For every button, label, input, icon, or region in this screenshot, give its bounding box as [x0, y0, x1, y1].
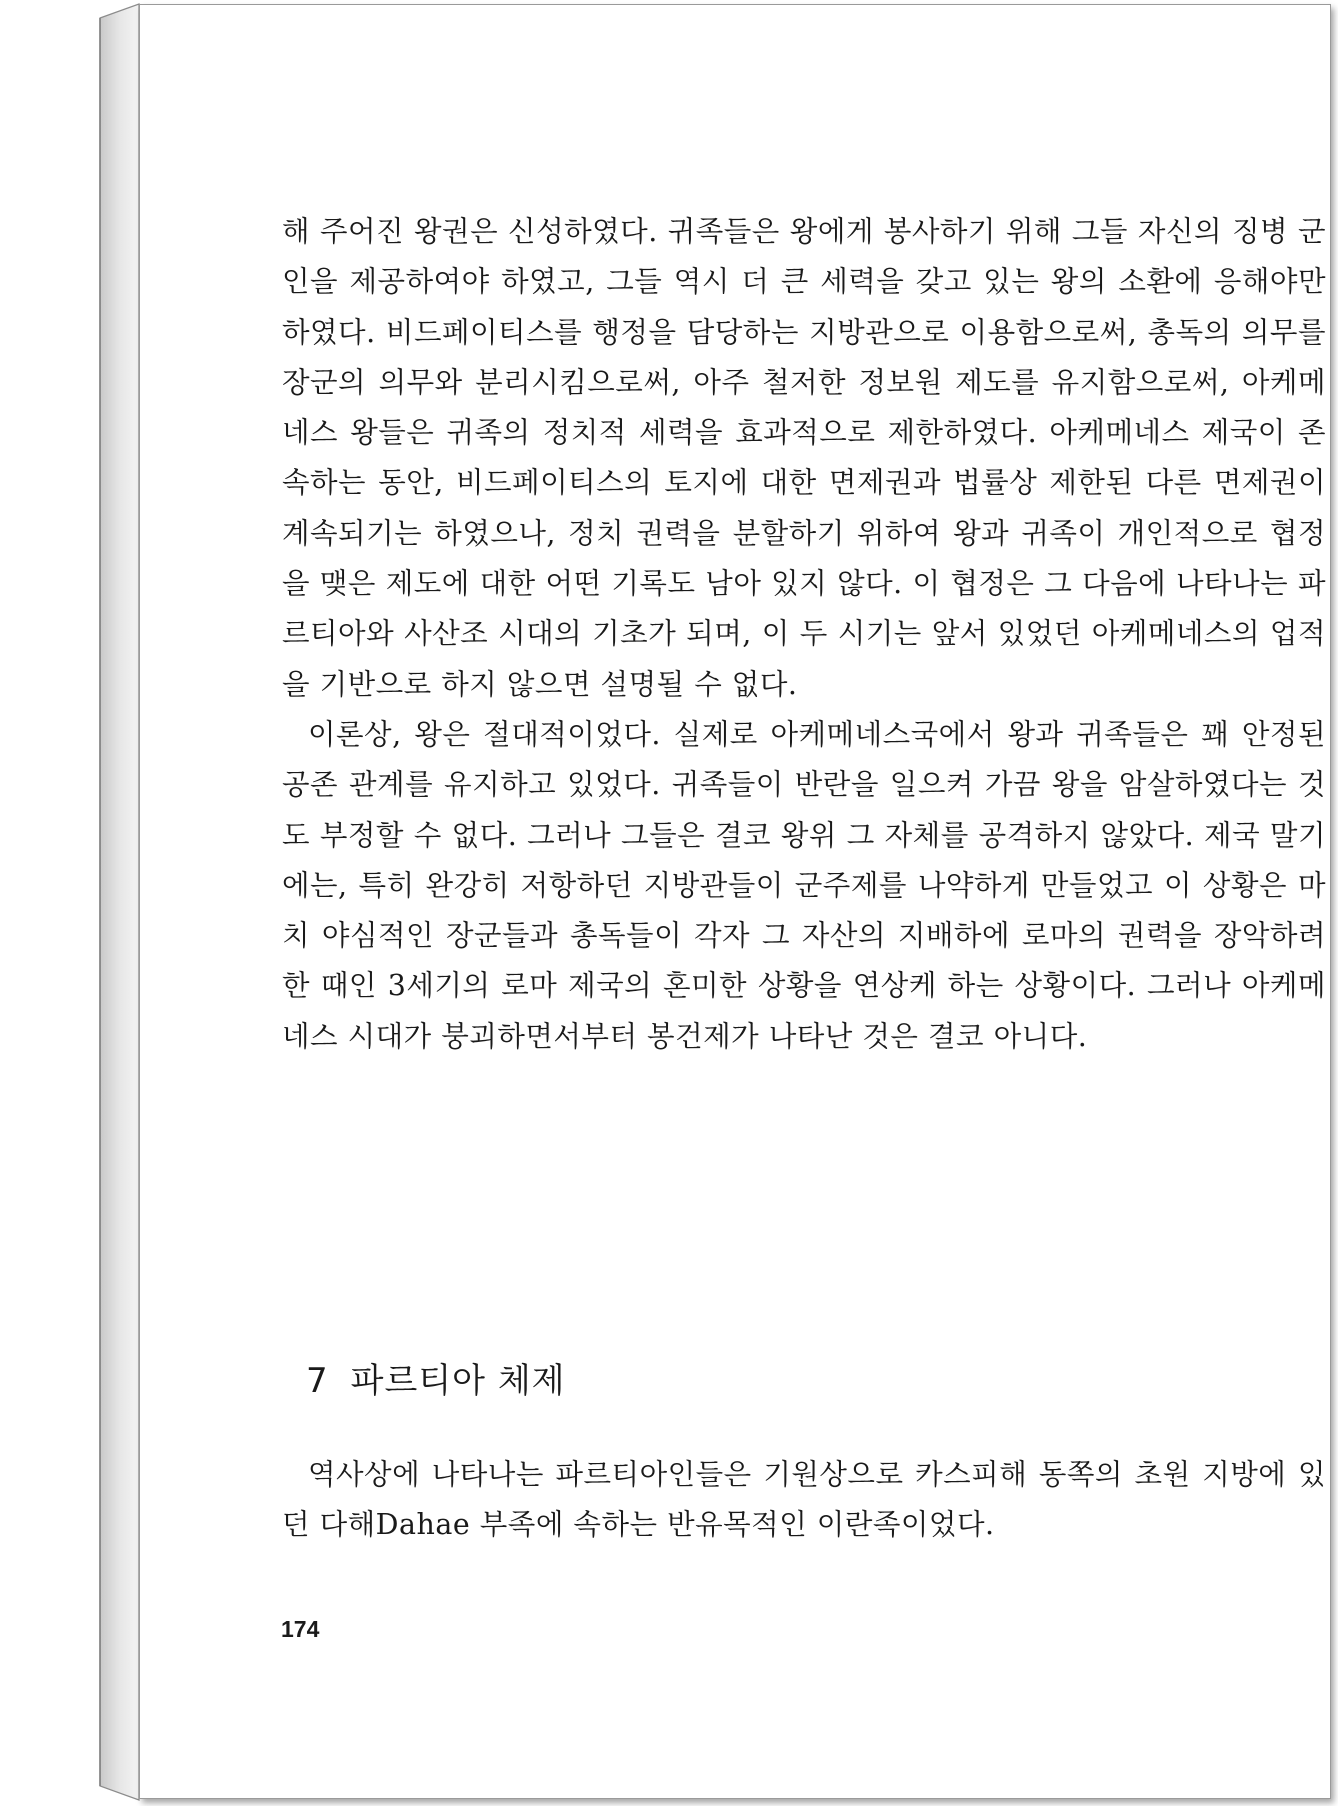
body-text-bottom — [282, 1450, 1326, 1551]
page-sheet — [139, 4, 1331, 1799]
paragraph-1: 해 주어진 왕권은 신성하였다. 귀족들은 왕에게 봉사하기 위해 그들 자신의 징병 군인을 제공하여야 하였고, 그들 역시 더 큰 세력을 갖고 있는 왕의 소환에 응해야만 하였다. 비드페이티스를 행정을 담당하는 지방관으로 이용함으로써, 총독의 의무를 장군의 의무와 분리시킴으로써, 아주 철저한 정보원 제도를 유지함으로써, 아케메네스 왕들은 귀족의 정치적 세력을 효과적으로 제한하였다. 아케메네스 제국이 존속하는 동안, 비드페이티스의 토지에 대한 면제권과 법률상 제한된 다른 면제권이 계속되기는 하였으나, 정치 권력을 분할하기 위하여 왕과 귀족이 개인적으로 협정을 맺은 제도에 대한 어떤 기록도 남아 있지 않다. 이 협정은 그 다음에 나타나는 파르티아와 사산조 시대의 기초가 되며, 이 두 시기는 앞서 있었던 아케메네스의 업적을 기반으로 하지 않으면 설명될 수 없다. — [282, 215, 1326, 701]
section-heading — [306, 1353, 566, 1402]
body-text-top — [282, 207, 1326, 1062]
paragraph-3: 역사상에 나타나는 파르티아인들은 기원상으로 카스피해 동쪽의 초원 지방에 있던 다해Dahae 부족에 속하는 반유목적인 이란족이었다. — [282, 1458, 1326, 1542]
section-title: 파르티아 체제 — [350, 1361, 566, 1401]
page-number: 174 — [281, 1616, 320, 1642]
paragraph-2: 이론상, 왕은 절대적이었다. 실제로 아케메네스국에서 왕과 귀족들은 꽤 안정된 공존 관계를 유지하고 있었다. 귀족들이 반란을 일으켜 가끔 왕을 암살하였다는 것도 부정할 수 없다. 그러나 그들은 결코 왕위 그 자체를 공격하지 않았다. 제국 말기에는, 특히 완강히 저항하던 지방관들이 군주제를 나약하게 만들었고 이 상황은 마치 야심적인 장군들과 총독들이 각자 그 자산의 지배하에 로마의 권력을 장악하려 한 때인 3세기의 로마 제국의 혼미한 상황을 연상케 하는 상황이다. 그러나 아케메네스 시대가 붕괴하면서부터 봉건제가 나타난 것은 결코 아니다. — [282, 717, 1326, 1053]
section-number: 7 — [306, 1361, 329, 1401]
